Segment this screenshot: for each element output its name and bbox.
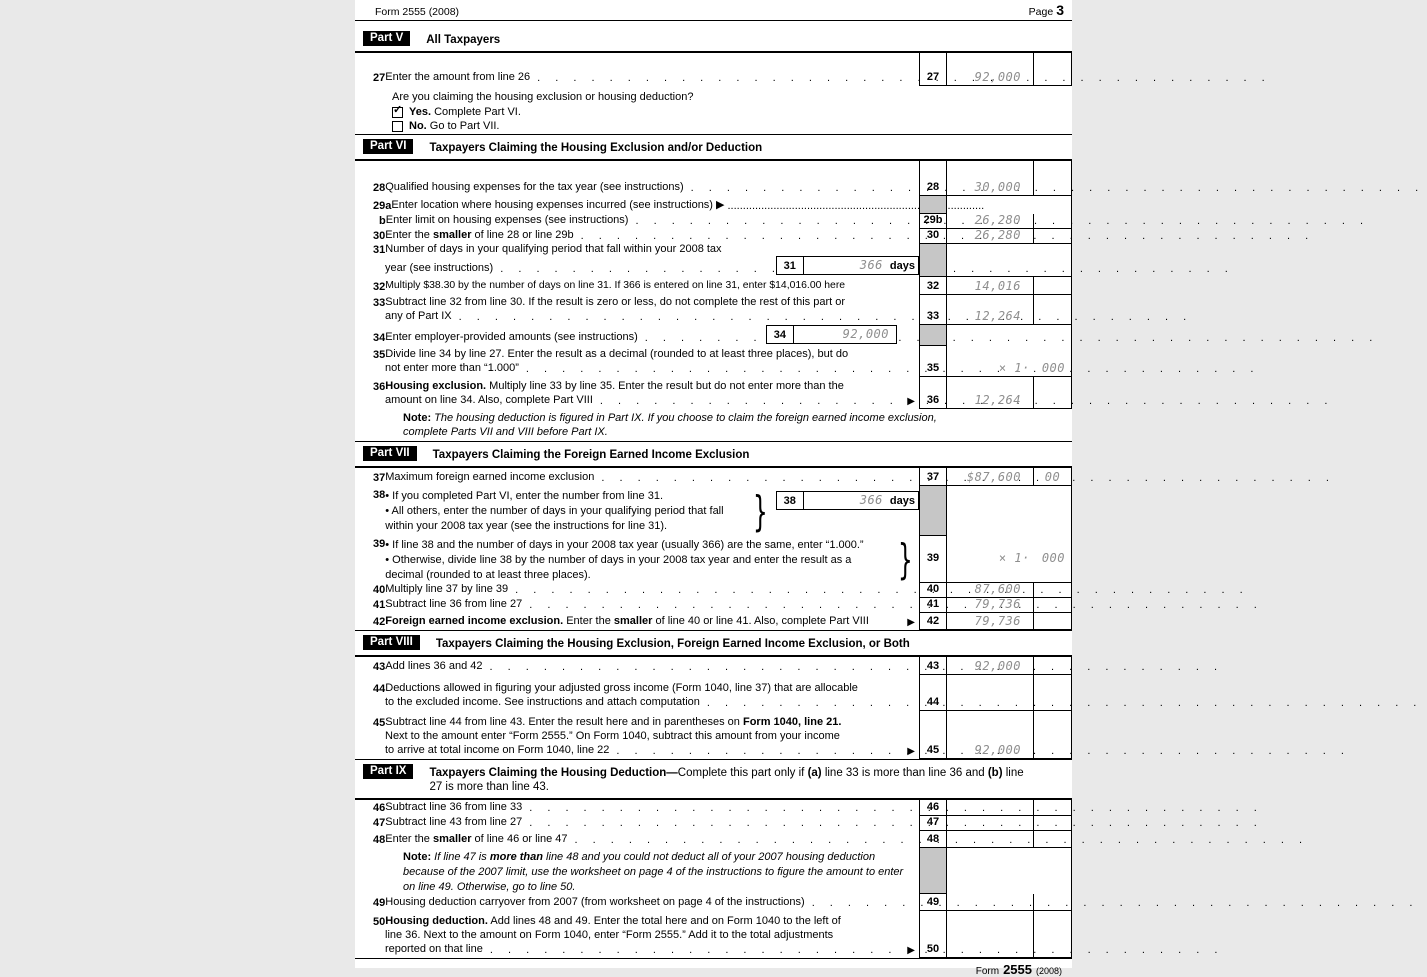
- line-48-number: 48: [373, 834, 386, 846]
- line-27-cents-field[interactable]: [1033, 53, 1072, 86]
- line-42-cents-field[interactable]: [1033, 613, 1072, 630]
- dot-leader: [526, 363, 915, 375]
- line-42-row: [355, 613, 1072, 630]
- line-47-cents-field[interactable]: [1033, 816, 1072, 831]
- line-45-label-2: Next to the amount enter “Form 2555.” On Form 1040, subtract this amount from your income: [385, 730, 840, 742]
- line-38-box-number: 38: [777, 492, 804, 509]
- part-vi-note: [355, 409, 943, 441]
- line-40-row: [355, 583, 1072, 598]
- footer-form-word: Form: [975, 966, 1000, 977]
- line-46-amount-field[interactable]: [947, 800, 1033, 816]
- part-v-header: [355, 27, 1072, 53]
- part-vii-badge: Part VII: [363, 446, 417, 461]
- part-ix-title: Taxpayers Claiming the Housing Deduction—Complete this part only if (a) line 33 is more than line 36 and (b) line 27 is more than line 43.: [429, 767, 1024, 793]
- no-label: No. Go to Part VII.: [409, 120, 500, 132]
- line-36-row: [355, 377, 1072, 409]
- line-34-row: [355, 325, 1072, 346]
- line-36-cents-field[interactable]: [1033, 377, 1072, 409]
- line-50-label-1: Housing deduction. Add lines 48 and 49. Enter the total here and on Form 1040 to the left of: [385, 915, 841, 927]
- line-31-label-1: Number of days in your qualifying period that fall within your 2008 tax: [385, 243, 722, 255]
- line-37-label: Maximum foreign earned income exclusion: [385, 471, 595, 483]
- line-42-amount-field[interactable]: 79,736: [947, 613, 1033, 630]
- dot-leader: [490, 944, 903, 956]
- line-34-shaded-box: [919, 325, 947, 346]
- line-43-number: 43: [373, 661, 386, 673]
- line-35-number: 35: [373, 349, 386, 361]
- dot-leader: [500, 263, 771, 275]
- line-28-number: 28: [373, 182, 386, 194]
- part-viii-table: [355, 657, 1072, 759]
- line-31-number: 31: [373, 244, 386, 256]
- part-vii-title: Taxpayers Claiming the Foreign Earned Income Exclusion: [432, 449, 750, 461]
- curly-brace: }: [753, 486, 768, 536]
- curly-brace: }: [898, 534, 913, 584]
- note-label: Note:: [403, 412, 432, 424]
- line-27-number: 27: [373, 72, 386, 84]
- note-label: Note:: [403, 851, 432, 863]
- part-vii-header: [355, 441, 1072, 468]
- line-37-box: 37: [919, 468, 947, 486]
- line-47-number: 47: [373, 817, 386, 829]
- line-45-cents-field[interactable]: [1033, 711, 1072, 759]
- line-48-amount-field[interactable]: [947, 831, 1033, 848]
- line-42-box: 42: [919, 613, 947, 630]
- line-43-cents-field[interactable]: [1033, 657, 1072, 675]
- line-32-box: 32: [919, 277, 947, 295]
- line-34-entry-box[interactable]: 34 92,000: [766, 325, 897, 344]
- line-44-cents-field[interactable]: [1033, 675, 1072, 711]
- dot-leader: [537, 72, 915, 84]
- line-34-label: Enter employer-provided amounts (see instructions): [385, 331, 638, 343]
- line-30-number: 30: [373, 230, 386, 242]
- dot-leader: [529, 802, 915, 814]
- line-40-amount-field[interactable]: 87,600: [947, 583, 1033, 598]
- line-50-row: [355, 911, 1072, 959]
- line-29a-label: Enter location where housing expenses incurred (see instructions) ▶: [391, 199, 725, 211]
- form-id: Form 2555 (2008): [375, 6, 460, 18]
- line-38-shaded-box: [919, 486, 947, 536]
- line-30-label: Enter the smaller of line 28 or line 29b: [385, 229, 574, 241]
- line-35-box: 35: [919, 346, 947, 377]
- line-45-amount-field[interactable]: 92,000: [947, 711, 1033, 759]
- line-32-number: 32: [373, 281, 386, 293]
- yes-option: [392, 106, 1072, 119]
- location-entry-field[interactable]: [728, 200, 914, 212]
- part-ix-note-row: [355, 848, 1072, 894]
- line-50-label-3: reported on that line: [385, 943, 483, 955]
- footer-form-number: 2555: [1003, 962, 1032, 977]
- line-29a-row: [355, 196, 1072, 214]
- dot-leader: [575, 834, 916, 846]
- line-43-row: [355, 657, 1072, 675]
- dot-leader: [601, 472, 915, 484]
- line-29b-box: 29b: [919, 214, 947, 229]
- line-40-box: 40: [919, 583, 947, 598]
- line-32-label: Multiply $38.30 by the number of days on line 31. If 366 is entered on line 31, enter $14,016.00 here: [385, 280, 846, 291]
- line-33-number: 33: [373, 297, 386, 309]
- dot-leader: [529, 599, 915, 611]
- line-39-bullet-2: • Otherwise, divide line 38 by the number of days in your 2008 tax year and enter the result as a decimal (rounded to at least three places).: [385, 554, 852, 581]
- line-43-amount-field[interactable]: 92,000: [947, 657, 1033, 675]
- line-37-number: 37: [373, 472, 386, 484]
- line-36-amount-field[interactable]: 12,264: [947, 377, 1033, 409]
- line-49-box: 49: [919, 894, 947, 911]
- part-ix-badge: Part IX: [363, 764, 413, 779]
- line-50-box: 50: [919, 911, 947, 958]
- part-ix-table: [355, 800, 1072, 959]
- line-37-cents-field[interactable]: 00: [1033, 468, 1072, 486]
- line-50-amount-field[interactable]: [947, 911, 1033, 958]
- dot-leader: [812, 897, 915, 909]
- line-46-row: [355, 800, 1072, 816]
- arrow-icon: ▶: [907, 746, 915, 757]
- page-indicator: Page 3: [1028, 2, 1064, 18]
- no-option: [392, 120, 1072, 133]
- line-28-label: Qualified housing expenses for the tax year (see instructions): [385, 181, 684, 193]
- line-47-box: 47: [919, 816, 947, 831]
- days-unit-label: days: [889, 259, 915, 272]
- line-49-row: [355, 894, 1072, 911]
- line-38-number: 38: [373, 489, 386, 501]
- line-43-box: 43: [919, 657, 947, 675]
- line-42-label: Foreign earned income exclusion. Enter the smaller of line 40 or line 41. Also, complete Part VIII: [385, 615, 869, 627]
- line-39-decimal-field[interactable]: × 1· 000: [947, 536, 1072, 583]
- line-46-cents-field[interactable]: [1033, 800, 1072, 816]
- part-vi-badge: Part VI: [363, 139, 413, 154]
- line-45-number: 45: [373, 717, 386, 729]
- line-41-amount-field[interactable]: 79,736: [947, 598, 1033, 613]
- dot-leader: [515, 584, 915, 596]
- line-31-shaded-box: [919, 244, 947, 277]
- line-43-label: Add lines 36 and 42: [385, 660, 483, 672]
- line-28-box: 28: [919, 161, 947, 196]
- line-31-box-number: 31: [777, 257, 804, 274]
- line-40-number: 40: [373, 584, 386, 596]
- line-27-box: 27: [919, 53, 947, 86]
- line-35-row: [355, 346, 1072, 377]
- line-44-row: [355, 675, 1072, 711]
- dot-leader: [581, 230, 915, 242]
- line-31-label-2: year (see instructions): [385, 262, 494, 274]
- arrow-icon: ▶: [907, 396, 915, 407]
- footer-form-year: (2008): [1035, 966, 1062, 976]
- line-30-box: 30: [919, 229, 947, 244]
- line-41-row: [355, 598, 1072, 613]
- line-35-label-2: not enter more than “1.000”: [385, 362, 519, 374]
- line-28-cents-field[interactable]: [1033, 161, 1072, 196]
- line-33-box: 33: [919, 295, 947, 325]
- part-vi-title: Taxpayers Claiming the Housing Exclusion and/or Deduction: [429, 142, 763, 154]
- line-49-cents-field[interactable]: [1033, 894, 1072, 911]
- dot-leader: [645, 332, 762, 344]
- page-header: [355, 0, 1072, 21]
- line-41-cents-field[interactable]: [1033, 598, 1072, 613]
- line-37-row: [355, 468, 1072, 486]
- line-32-amount-field[interactable]: 14,016: [947, 277, 1033, 295]
- line-34-number: 34: [373, 332, 386, 344]
- line-32-cents-field[interactable]: [1033, 277, 1072, 295]
- part-v-title: All Taxpayers: [426, 34, 501, 46]
- line-38-row: [355, 486, 1072, 536]
- line-48-row: [355, 831, 1072, 848]
- line-36-label-1: Housing exclusion. Multiply line 33 by line 35. Enter the result but do not enter more than the: [385, 380, 844, 392]
- dot-leader: [459, 311, 915, 323]
- line-30-amount-field[interactable]: 26,280: [947, 229, 1033, 244]
- line-29a-shaded-box: [919, 196, 947, 214]
- line-35-decimal-field[interactable]: × 1· 000: [947, 346, 1072, 377]
- line-29b-label: Enter limit on housing expenses (see instructions): [385, 214, 629, 226]
- line-48-cents-field[interactable]: [1033, 831, 1072, 848]
- line-27-row: [355, 53, 1072, 86]
- line-40-cents-field[interactable]: [1033, 583, 1072, 598]
- no-checkbox[interactable]: [392, 121, 403, 132]
- line-38-entry-box[interactable]: 38 366 days: [776, 491, 919, 510]
- line-31-entry-box[interactable]: 31 366 days: [776, 256, 919, 275]
- line-33-label-1: Subtract line 32 from line 30. If the result is zero or less, do not complete the rest of this part or: [385, 296, 846, 308]
- line-33-label-2: any of Part IX: [385, 310, 452, 322]
- line-46-label: Subtract line 36 from line 33: [385, 801, 523, 813]
- line-41-number: 41: [373, 599, 386, 611]
- dot-leader: [707, 697, 915, 709]
- line-29a-number: 29a: [373, 200, 392, 212]
- line-44-label-2: to the excluded income. See instructions and attach computation: [385, 696, 700, 708]
- arrow-icon: ▶: [907, 945, 915, 956]
- yes-label: Yes. Complete Part VI.: [409, 106, 521, 118]
- part-vi-header: [355, 134, 1072, 161]
- line-44-number: 44: [373, 683, 386, 695]
- housing-question-block: [355, 86, 1072, 134]
- line-39-number: 39: [373, 538, 386, 550]
- line-28-amount-field[interactable]: 30,000: [947, 161, 1033, 196]
- line-47-amount-field[interactable]: [947, 816, 1033, 831]
- housing-question: Are you claiming the housing exclusion or housing deduction?: [392, 91, 694, 103]
- line-45-label-1: Subtract line 44 from line 43. Enter the result here and in parentheses on Form 1040, line 21.: [385, 716, 842, 728]
- line-44-amount-field[interactable]: [947, 675, 1033, 711]
- line-40-label: Multiply line 37 by line 39: [385, 583, 509, 595]
- line-36-box: 36: [919, 377, 947, 409]
- line-49-amount-field[interactable]: [947, 894, 1033, 911]
- line-45-label-3: to arrive at total income on Form 1040, line 22: [385, 744, 610, 756]
- line-44-label-1: Deductions allowed in figuring your adjusted gross income (Form 1040, line 37) that are allocable: [385, 682, 858, 694]
- form-2555-page-3: [355, 0, 1072, 977]
- line-38-bullet-2: • All others, enter the number of days in your qualifying period that fall within your 2008 tax year (see the instructions for line 31).: [385, 505, 724, 532]
- note-text: If line 47 is more than line 48 and you could not deduct all of your 2007 housing deduction because of the 2007 limit, use the worksheet on page 4 of the instructions to figure the amount to enter on line 49. Otherwise, go to line 50.: [403, 851, 904, 893]
- line-50-number: 50: [373, 916, 386, 928]
- line-36-label-2: amount on line 34. Also, complete Part VIII: [385, 394, 593, 406]
- line-31-row: [355, 244, 1072, 277]
- line-39-row: [355, 536, 1072, 583]
- line-27-amount-field[interactable]: 92,000: [947, 53, 1033, 86]
- part-ix-header: [355, 759, 1072, 800]
- line-38-bullet-1: • If you completed Part VI, enter the number from line 31.: [385, 490, 664, 502]
- line-49-label: Housing deduction carryover from 2007 (from worksheet on page 4 of the instructions): [385, 896, 805, 908]
- page-footer: [355, 959, 1072, 977]
- line-33-row: [355, 295, 1072, 325]
- line-41-box: 41: [919, 598, 947, 613]
- line-46-box: 46: [919, 800, 947, 816]
- line-27-left: [355, 53, 919, 86]
- line-39-box: 39: [919, 536, 947, 583]
- dot-leader: [529, 817, 915, 829]
- line-44-box: 44: [919, 675, 947, 711]
- note-shaded-box: [919, 848, 947, 894]
- line-48-box: 48: [919, 831, 947, 848]
- part-vii-table: [355, 468, 1072, 630]
- line-50-cents-field[interactable]: [1033, 911, 1072, 958]
- line-33-amount-field[interactable]: 12,264: [947, 295, 1033, 325]
- part-viii-title: Taxpayers Claiming the Housing Exclusion, Foreign Earned Income Exclusion, or Both: [435, 638, 910, 650]
- dot-leader: [600, 395, 903, 407]
- line-35-label-1: Divide line 34 by line 27. Enter the result as a decimal (rounded to at least three places), but do: [385, 348, 849, 360]
- line-37-amount-field[interactable]: $87,600: [947, 468, 1033, 486]
- line-36-number: 36: [373, 381, 386, 393]
- line-34-box-number: 34: [767, 326, 794, 343]
- line-32-row: [355, 277, 1072, 295]
- dot-leader: [616, 745, 903, 757]
- dot-leader: [490, 661, 916, 673]
- line-29b-row: [355, 214, 1072, 229]
- line-28-row: [355, 161, 1072, 196]
- part-vi-table: [355, 161, 1072, 409]
- line-29b-cents-field[interactable]: [1033, 214, 1072, 229]
- line-45-row: [355, 711, 1072, 759]
- line-29b-number: b: [379, 215, 386, 227]
- dot-leader: [691, 182, 915, 194]
- line-29b-amount-field[interactable]: 26,280: [947, 214, 1033, 229]
- line-39-bullet-1: • If line 38 and the number of days in your 2008 tax year (usually 366) are the same, enter “1.000.”: [385, 539, 864, 551]
- part-viii-header: [355, 630, 1072, 657]
- page-number: 3: [1056, 2, 1064, 18]
- yes-checkbox[interactable]: [392, 104, 403, 118]
- part-v-badge: Part V: [363, 31, 410, 46]
- days-unit-label: days: [889, 494, 915, 507]
- line-49-number: 49: [373, 897, 386, 909]
- line-48-label: Enter the smaller of line 46 or line 47: [385, 833, 568, 845]
- line-46-number: 46: [373, 802, 386, 814]
- line-27-label: Enter the amount from line 26: [385, 71, 531, 83]
- checkmark-icon: ✓: [393, 104, 403, 116]
- line-41-label: Subtract line 36 from line 27: [385, 598, 523, 610]
- line-30-cents-field[interactable]: [1033, 229, 1072, 244]
- line-33-cents-field[interactable]: [1033, 295, 1072, 325]
- part-viii-badge: Part VIII: [363, 635, 420, 650]
- part-v-table: [355, 53, 1072, 86]
- line-50-label-2: line 36. Next to the amount on Form 1040, enter “Form 2555.” Add it to the total adjustments: [385, 929, 834, 941]
- line-47-label: Subtract line 43 from line 27: [385, 816, 523, 828]
- arrow-icon: ▶: [907, 617, 915, 628]
- line-47-row: [355, 816, 1072, 831]
- line-45-box: 45: [919, 711, 947, 759]
- line-42-number: 42: [373, 616, 386, 628]
- dot-leader: [635, 215, 915, 227]
- note-text: The housing deduction is figured in Part IX. If you choose to claim the foreign earned income exclusion, complete Parts VII and VIII before Part IX.: [403, 412, 937, 438]
